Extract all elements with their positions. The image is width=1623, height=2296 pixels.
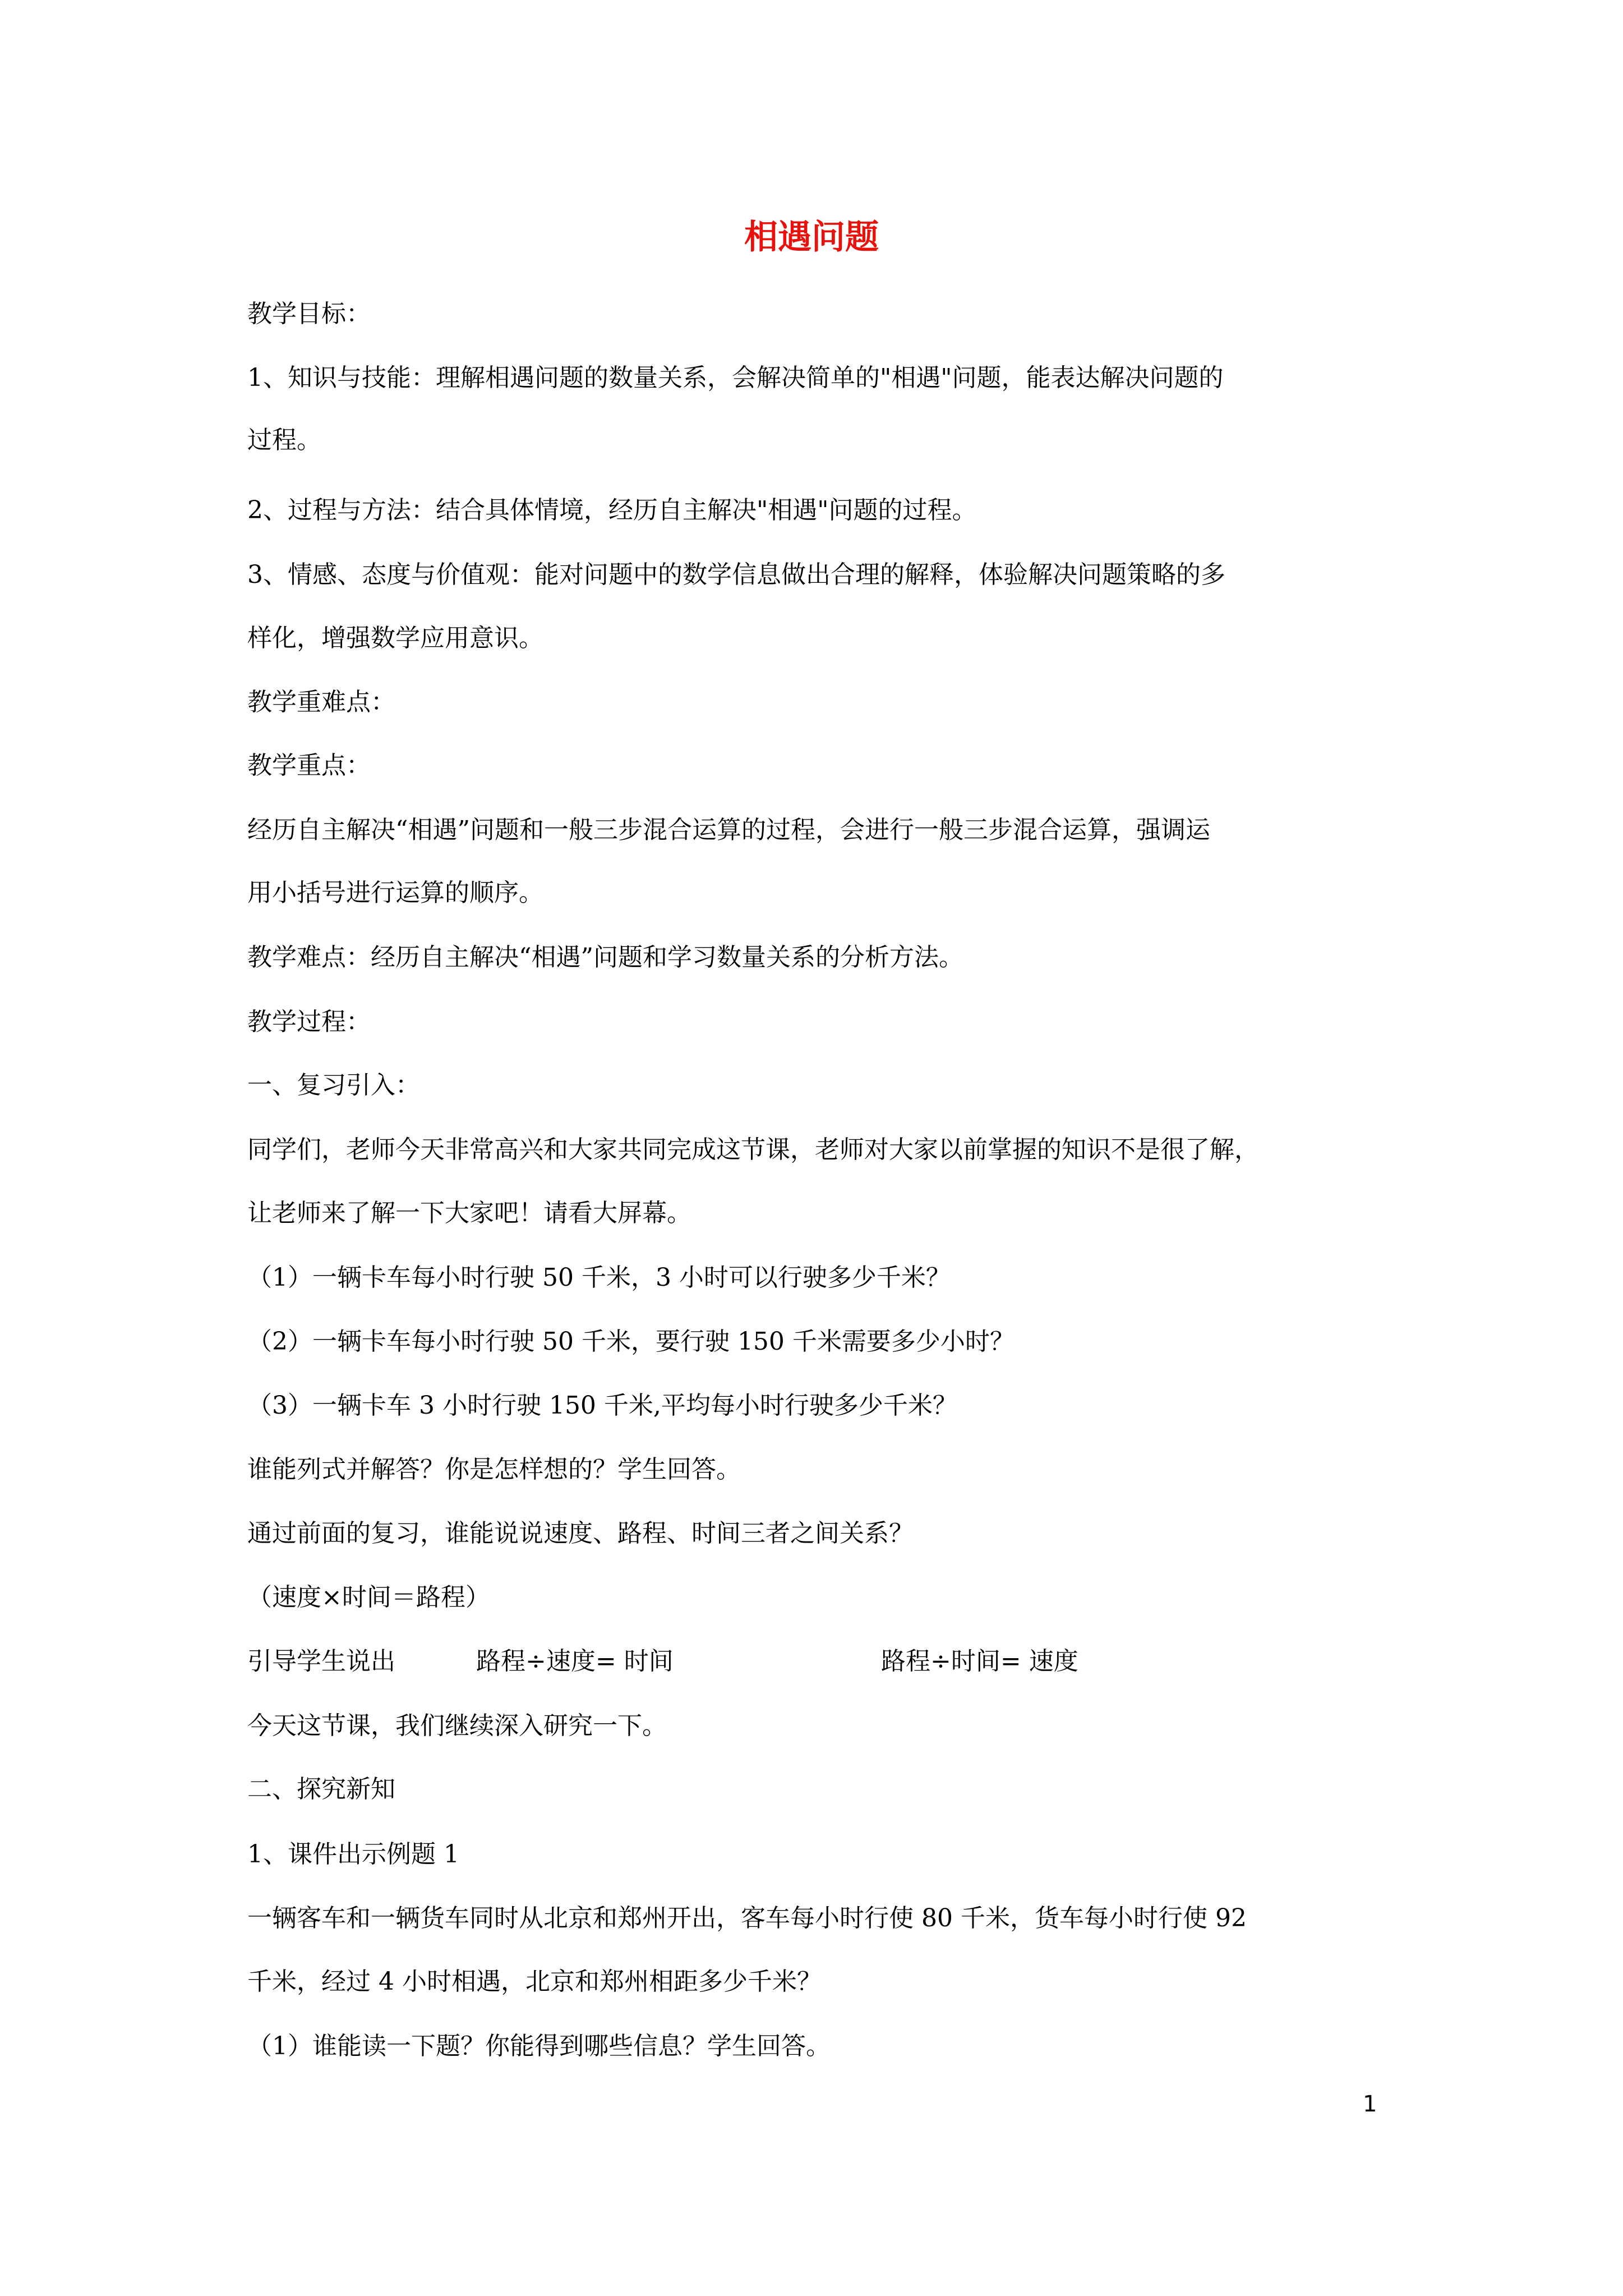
text-line: 教学难点：经历自主解决“相遇”问题和学习数量关系的分析方法。 [247, 943, 963, 972]
text-line: 过程。 [247, 426, 321, 454]
text-line: 样化，增强数学应用意识。 [247, 624, 543, 652]
text-line: （2）一辆卡车每小时行驶 50 千米，要行驶 150 千米需要多少小时？ [247, 1327, 1015, 1356]
text-line: 用小括号进行运算的顺序。 [247, 878, 543, 907]
guide-line [247, 1645, 1387, 1678]
text-line: 教学过程： [247, 1007, 371, 1036]
formula-distance-time: 路程÷时间= 速度 [881, 1647, 1078, 1676]
text-line: 一、复习引入： [247, 1071, 420, 1099]
text-line: （1）一辆卡车每小时行驶 50 千米，3 小时可以行驶多少千米？ [247, 1263, 951, 1292]
formula-distance-speed: 路程÷速度= 时间 [476, 1647, 674, 1676]
text-line: 让老师来了解一下大家吧！请看大屏幕。 [247, 1199, 691, 1227]
text-line: 3、情感、态度与价值观：能对问题中的数学信息做出合理的解释，体验解决问题策略的多 [247, 560, 1225, 589]
text-line: 今天这节课，我们继续深入研究一下。 [247, 1711, 667, 1740]
text-line: 二、探究新知 [247, 1775, 395, 1803]
text-line: （1）谁能读一下题？你能得到哪些信息？学生回答。 [247, 2032, 831, 2060]
text-line: 经历自主解决“相遇”问题和一般三步混合运算的过程，会进行一般三步混合运算，强调运 [247, 816, 1210, 844]
page-title: 相遇问题 [744, 218, 879, 257]
text-line: 同学们，老师今天非常高兴和大家共同完成这节课，老师对大家以前掌握的知识不是很了解， [247, 1135, 1259, 1164]
text-line: 教学重难点： [247, 688, 395, 716]
page-number: 1 [1363, 2091, 1377, 2117]
text-line: 一辆客车和一辆货车同时从北京和郑州开出，客车每小时行使 80 千米，货车每小时行使 92 [247, 1904, 1247, 1932]
text-line: 1、知识与技能：理解相遇问题的数量关系，会解决简单的"相遇"问题，能表达解决问题的 [247, 364, 1224, 392]
text-line: 谁能列式并解答？你是怎样想的？学生回答。 [247, 1455, 741, 1484]
text-line: 千米，经过 4 小时相遇，北京和郑州相距多少千米？ [247, 1967, 822, 1996]
text-line: （速度×时间＝路程） [247, 1583, 490, 1612]
text-line: 教学重点： [247, 751, 371, 780]
text-line: （3）一辆卡车 3 小时行驶 150 千米,平均每小时行驶多少千米？ [247, 1391, 957, 1420]
text-line: 通过前面的复习，谁能说说速度、路程、时间三者之间关系？ [247, 1519, 914, 1548]
text-line: 1、课件出示例题 1 [247, 1840, 459, 1869]
guide-prefix: 引导学生说出 [247, 1647, 395, 1676]
text-line: 教学目标： [247, 300, 371, 328]
text-line: 2、过程与方法：结合具体情境，经历自主解决"相遇"问题的过程。 [247, 496, 977, 524]
